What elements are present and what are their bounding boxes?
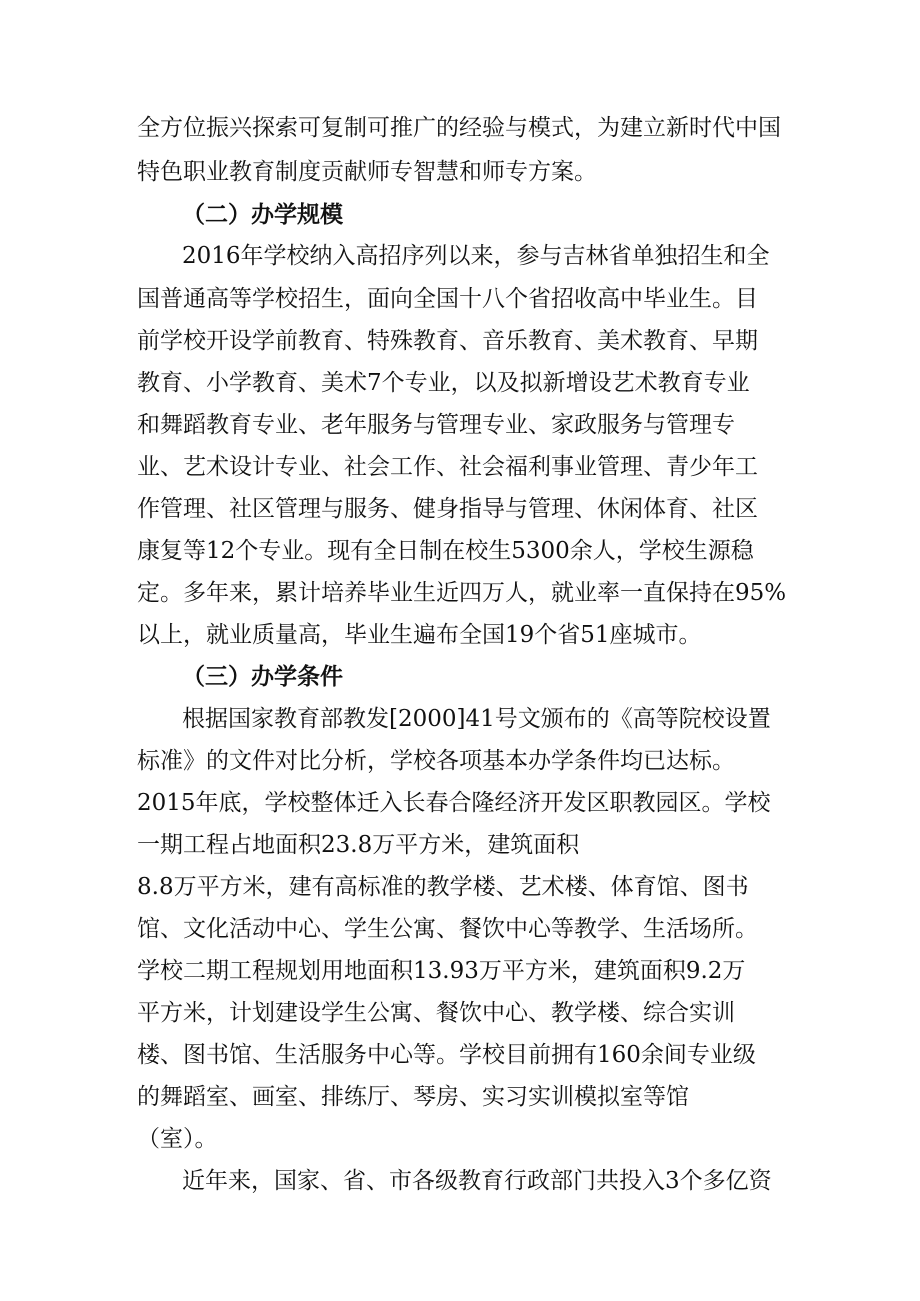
paragraph-line: 教育、小学教育、美术7个专业，以及拟新增设艺术教育专业 — [137, 370, 750, 396]
paragraph-line: 标准》的文件对比分析，学校各项基本办学条件均已达标。 — [137, 748, 735, 774]
paragraph-line: 前学校开设学前教育、特殊教育、音乐教育、美术教育、早期 — [137, 328, 758, 354]
paragraph-line: 作管理、社区管理与服务、健身指导与管理、休闲体育、社区 — [137, 496, 758, 522]
paragraph-line: 根据国家教育部教发[2000]41号文颁布的《高等院校设置 — [182, 706, 771, 732]
paragraph-line: 近年来，国家、省、市各级教育行政部门共投入3个多亿资 — [182, 1168, 772, 1194]
paragraph-line: 8.8万平方米，建有高标准的教学楼、艺术楼、体育馆、图书 — [137, 874, 749, 900]
paragraph-line: 和舞蹈教育专业、老年服务与管理专业、家政服务与管理专 — [137, 412, 735, 438]
paragraph-line: 业、艺术设计专业、社会工作、社会福利事业管理、青少年工 — [137, 454, 758, 480]
paragraph-line: 平方米，计划建设学生公寓、餐饮中心、教学楼、综合实训 — [137, 1000, 735, 1026]
paragraph-line: 馆、文化活动中心、学生公寓、餐饮中心等教学、生活场所。 — [137, 916, 758, 942]
section-heading-conditions: （三）办学条件 — [182, 663, 343, 690]
paragraph-line: 国普通高等学校招生，面向全国十八个省招收高中毕业生。目 — [137, 286, 758, 312]
paragraph-line: 定。多年来，累计培养毕业生近四万人，就业率一直保持在95% — [137, 580, 787, 606]
paragraph-line: 2015年底，学校整体迁入长春合隆经济开发区职教园区。学校 — [137, 790, 771, 816]
paragraph-line: （室）。 — [137, 1126, 218, 1152]
paragraph-line: 的舞蹈室、画室、排练厅、琴房、实习实训模拟室等馆 — [137, 1084, 689, 1110]
paragraph-line: 康复等12个专业。现有全日制在校生5300余人，学校生源稳 — [137, 538, 754, 564]
paragraph-line: 以上，就业质量高，毕业生遍布全国19个省51座城市。 — [137, 622, 702, 648]
section-heading-scale: （二）办学规模 — [182, 201, 343, 228]
paragraph-line: 一期工程占地面积23.8万平方米，建筑面积 — [137, 832, 580, 858]
paragraph-line: 2016年学校纳入高招序列以来，参与吉林省单独招生和全 — [182, 243, 770, 269]
paragraph-line: 全方位振兴探索可复制可推广的经验与模式，为建立新时代中国 — [137, 115, 781, 141]
paragraph-line: 楼、图书馆、生活服务中心等。学校目前拥有160余间专业级 — [137, 1042, 756, 1068]
paragraph-line: 学校二期工程规划用地面积13.93万平方米，建筑面积9.2万 — [137, 958, 746, 984]
paragraph-line: 特色职业教育制度贡献师专智慧和师专方案。 — [137, 159, 597, 185]
